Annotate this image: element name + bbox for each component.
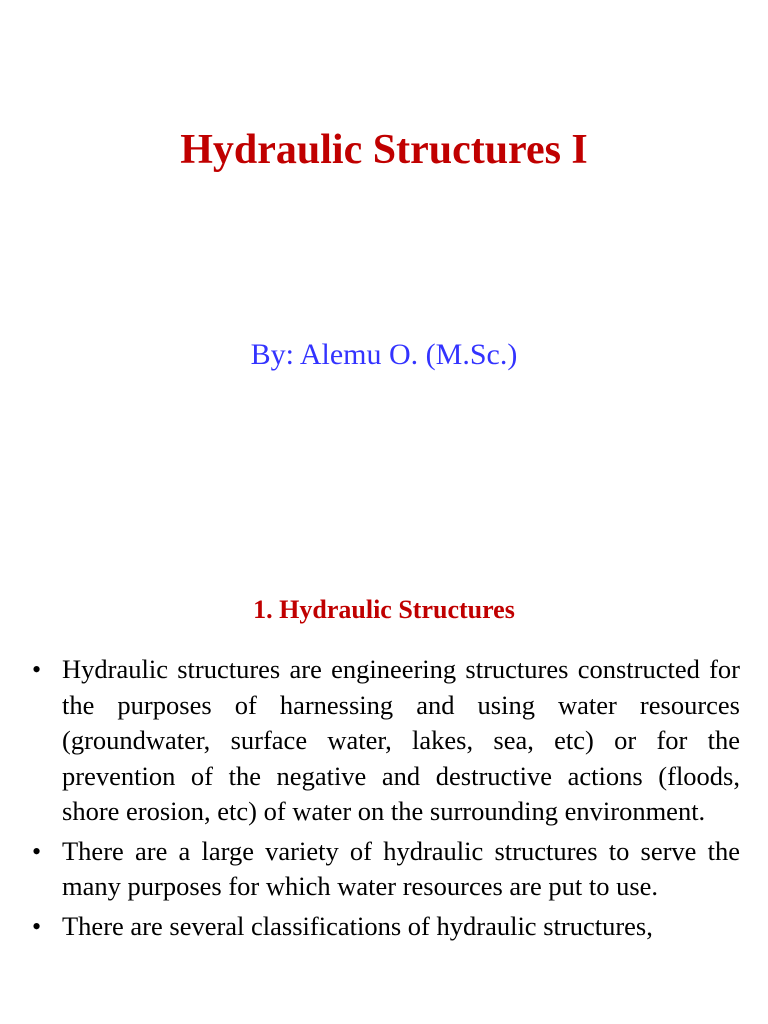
author-byline: By: Alemu O. (M.Sc.) — [250, 338, 518, 371]
section-heading: 1. Hydraulic Structures — [253, 595, 515, 624]
bullet-text: Hydraulic structures are engineering structures constructed for the purposes of harnessing and using water resources (groundwater, surface water, lakes, sea, etc) or for the prevention of the negative and destructive actions (floods, shore erosion, etc) of water on the surrounding environment. — [62, 654, 740, 826]
list-item — [0, 652, 768, 830]
bullet-text: There are a large variety of hydraulic structures to serve the many purposes for which water resources are put to use. — [62, 835, 740, 901]
page-title: Hydraulic Structures I — [180, 127, 588, 173]
bullet-list — [0, 652, 768, 948]
bullet-marker: • — [32, 655, 42, 684]
bullet-marker: • — [32, 911, 42, 941]
bullet-marker: • — [32, 836, 42, 866]
bullet-text: There are several classifications of hydraulic structures, — [62, 910, 653, 941]
list-item — [0, 834, 768, 905]
list-item — [0, 909, 768, 945]
section-hydraulic-structures — [0, 590, 768, 1024]
